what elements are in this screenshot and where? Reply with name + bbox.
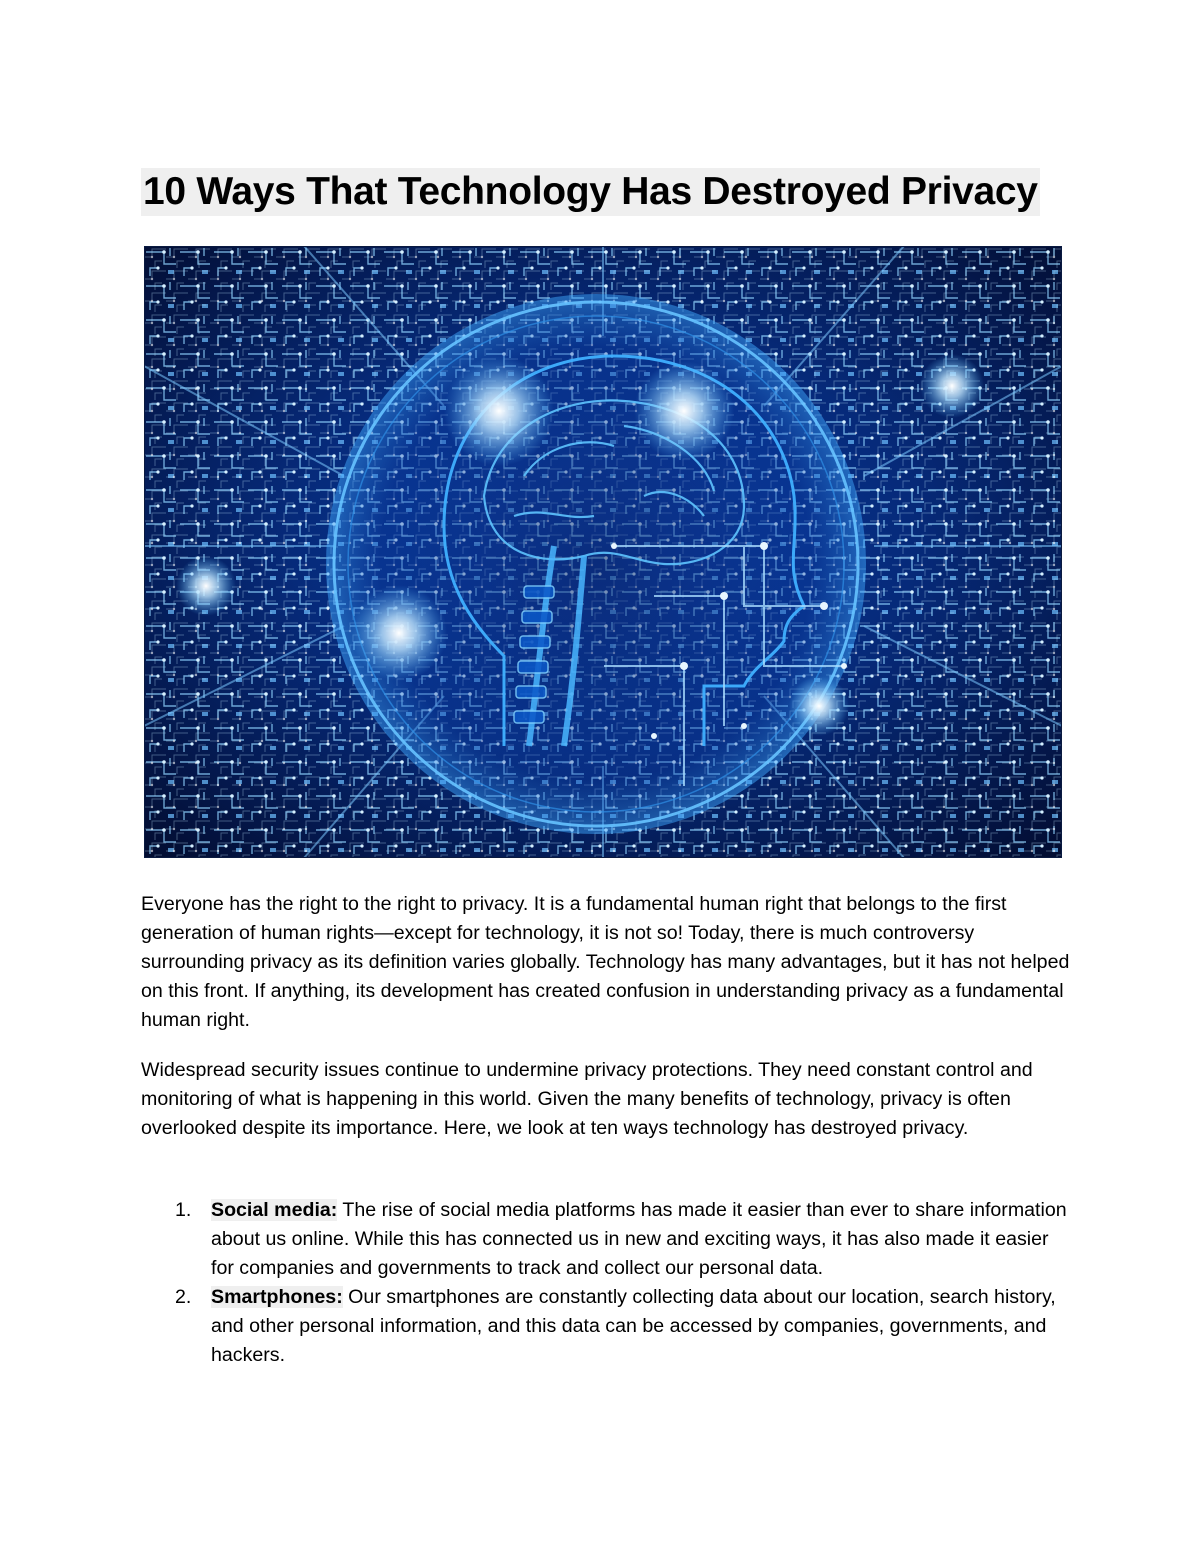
context-paragraph: Widespread security issues continue to undermine privacy protections. They need constant control and monitoring of what is happening in this world. Given the many benefits of technology, privacy is often overlooked despite its importance. Here, we look at ten ways technology has destroyed privacy. <box>141 1059 1033 1139</box>
list-text: Our smartphones are constantly collecting data about our location, search history, and other personal information, and this data can be accessed by companies, governments, and hackers. <box>211 1286 1056 1366</box>
list-number: 1. <box>175 1199 192 1221</box>
list-text: The rise of social media platforms has made it easier than ever to share information about us online. While this has connected us in new and exciting ways, it has also made it easier for companies and governments to track and collect our personal data. <box>211 1199 1067 1279</box>
list-term: Social media: <box>211 1199 338 1221</box>
list-number: 2. <box>175 1286 192 1308</box>
brain-circuit-image <box>144 246 1062 858</box>
list-item <box>141 1283 1071 1370</box>
intro-paragraph: Everyone has the right to the right to privacy. It is a fundamental human right that belongs to the first generation of human rights—except for technology, it is not so! Today, there is much controversy surrounding privacy as its definition varies globally. Technology has many advantages, but it has not helped on this front. If anything, its development has created confusion in understanding privacy as a fundamental human right. <box>141 893 1070 1031</box>
page-title: 10 Ways That Technology Has Destroyed Privacy <box>141 168 1040 216</box>
list-item <box>141 1196 1071 1283</box>
list-term: Smartphones: <box>211 1286 343 1308</box>
ways-list <box>141 1196 1071 1370</box>
